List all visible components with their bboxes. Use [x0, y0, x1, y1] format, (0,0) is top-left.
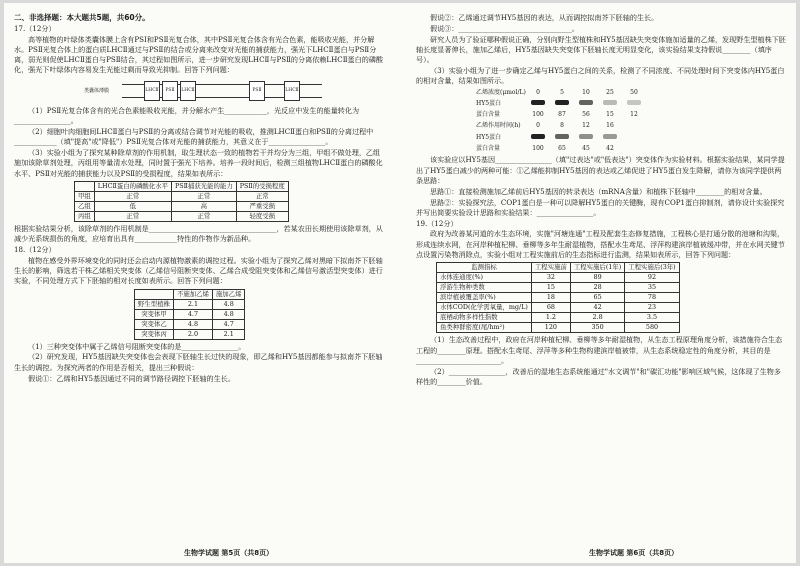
table-cell: 4.8	[212, 309, 245, 319]
table-header: 工程实施前	[531, 263, 570, 273]
q18-part3b: 该实验应以HY5基因________________（填"过表达"或"低表达"）突变体作为实验材料。根据实验结果，某同学提出了HY5蛋白减少的两种可能：①乙烯能抑制HY5基因的表达或乙烯促进了HY5蛋白发生降解，请你为该同学提供两条思路：	[416, 155, 785, 185]
table-header: PSⅡ捕获光能的能力	[171, 181, 236, 191]
blot-band	[555, 100, 569, 105]
table-cell: 32	[531, 273, 570, 283]
q18-heading: 18.（12分）	[14, 244, 56, 254]
wb-amount: 12	[630, 111, 638, 119]
wb-lane-label: 25	[606, 88, 614, 96]
table-row	[437, 303, 680, 313]
q19-part2: （2）________________，改善后的湿地生态系统能通过"水文调节"和"碳汇功能"影响区域气候，这体现了生物多样性的________价值。	[416, 366, 781, 387]
q18-intro: 植物在感受外界环境变化的同时还会启动内源植物激素的调控过程。实验小组为了探究乙烯对黑暗下拟南芥下胚轴生长的影响，筛选若干株乙烯相关突变体（乙烯信号阻断突变体、乙烯合成受阻突变体和乙烯信号激活型突变体）进行实验，不同处理方式下下胚轴的相对长度如表所示。回答下列问题：	[14, 255, 383, 286]
table-row	[437, 323, 680, 333]
q18-experiment: 研究人员为了验证哪种假说正确，分别向野生型植株和HY5基因缺失突变体施加适量的乙烯，发现野生型植株下胚轴长度显著伸长，施加乙烯后，HY5基因缺失突变体下胚轴长度无明显变化，该实验结果支持假说________（填序号）。	[416, 34, 786, 65]
table-cell: 4.7	[173, 309, 212, 319]
table-cell: 严重受损	[236, 201, 288, 211]
table-cell: 正常	[171, 211, 236, 221]
table-header	[135, 289, 174, 299]
protein-box: LHCⅡ	[144, 81, 160, 101]
table-cell: 水体COD(化学需氧量，mg/L)	[437, 303, 532, 313]
q19-heading: 19.（12分）	[416, 218, 458, 228]
table-cell: 2.8	[570, 313, 624, 323]
table-row	[135, 319, 245, 329]
q17-heading: 17.（12分）	[14, 23, 56, 33]
wb-amount: 42	[606, 145, 614, 153]
table-cell: 18	[531, 293, 570, 303]
table-header: 工程实施后(1年)	[570, 263, 624, 273]
table-header: 工程实施后(3年)	[625, 263, 679, 273]
table-row	[75, 191, 289, 201]
blot-band	[603, 134, 617, 139]
protein-box: LHCⅡ	[180, 81, 196, 101]
wb-lane-label: 0	[536, 122, 540, 130]
thylakoid-diagram	[84, 78, 386, 104]
wb-lane-label: 0	[536, 88, 540, 96]
table-cell: 突变体乙	[135, 319, 174, 329]
q17-part2: （2）细胞叶肉细胞间LHCⅡ蛋白与PSⅡ的分离或结合调节对光能的吸收，推测LHCⅡ蛋白和PSⅡ的分离过程中____________（填"提高"或"降低"）PSⅡ光复合体对光能的捕获能力，其意义在于________________。	[14, 126, 374, 147]
blot-band	[627, 100, 641, 105]
wb-lane-label: 5	[560, 88, 564, 96]
q18-hypothesis1: 假说①：乙烯和HY5基因通过不同的调节路径调控下胚轴的生长。	[28, 373, 235, 383]
table-cell: 高	[171, 201, 236, 211]
blot-band	[531, 100, 545, 105]
table-cell: 底栖动物多样性指数	[437, 313, 532, 323]
table-cell: 野生型植株	[135, 299, 174, 309]
table-header: 监测指标	[437, 263, 532, 273]
wb-axis-label: 乙烯浓度(μmol/L)	[476, 88, 526, 96]
table-cell: 正常	[236, 191, 288, 201]
table-cell: 42	[570, 303, 624, 313]
table-cell: 突变体甲	[135, 309, 174, 319]
blot-band	[579, 134, 593, 139]
wb-amount: 15	[606, 111, 614, 119]
table-row	[437, 273, 680, 283]
section-title: 二、非选择题：本大题共5题，共60分。	[14, 13, 150, 22]
table-cell: 乙组	[75, 201, 95, 211]
wb-axis-label: 乙烯作用时间(h)	[476, 122, 521, 130]
blot-band	[603, 100, 617, 105]
western-blot-time	[416, 121, 788, 154]
table-cell: 丙组	[75, 211, 95, 221]
table-row	[135, 299, 245, 309]
table-cell: 580	[625, 323, 679, 333]
table-row	[135, 309, 245, 319]
table-cell: 92	[625, 273, 679, 283]
q18-idea1: 思路①：直接检测施加乙烯前后HY5基因的转录表达（mRNA含量）和植株下胚轴中________的相对含量。	[430, 186, 767, 196]
table-cell: 23	[625, 303, 679, 313]
diagram-label: 类囊体薄膜	[84, 87, 110, 94]
table-cell: 78	[625, 293, 679, 303]
q18-hypothesis2: 假说②：乙烯通过调节HY5基因的表达，从而调控拟南芥下胚轴的生长。	[430, 13, 659, 22]
wb-amount: 87	[558, 111, 566, 119]
q18-part1: （1）三种突变体中属于乙烯信号阻断突变体的是________________。	[28, 341, 246, 351]
wb-amount-label: 蛋白含量	[476, 111, 501, 119]
q17-part3b: 根据实验结果分析，该除草剂的作用机制是____________________________________，若某农田长期使用该除草剂，从减少光系统损伤的角度，应培育出具有____________特性的作物作为新品种。	[14, 223, 383, 244]
q18-idea2: 思路②：实验探究法，COP1蛋白是一种可以降解HY5蛋白的关键酶，现有COP1蛋白抑制剂，请你设计实验探究并写出简要实验设计思路和实验结果：________________。	[416, 197, 785, 217]
q19-intro: 政府为改善某河道的水生态环境，实施"河塘连通"工程及配套生态修复措施，工程核心是打通分散的池塘和沟渠，形成连续水网，在河岸种植杞柳、垂柳等多年生耐湿植物，搭配水生鸢尾、浮萍构建滨岸植被缓冲带，并在水网关键节点设置污染物消除点，实验小组对工程实施前后的生态指标进行监测，结果如表所示，回答下列问题：	[416, 229, 785, 260]
table-header: 施加乙烯	[212, 289, 245, 299]
page-footer-right: 生物学试题 第6页（共8页）	[589, 549, 679, 557]
wb-amount: 56	[582, 111, 590, 119]
table-cell: 89	[570, 273, 624, 283]
table-cell: 4.7	[212, 319, 245, 329]
table-row	[437, 313, 680, 323]
table-row	[437, 293, 680, 303]
wb-lane-label: 8	[560, 122, 564, 130]
table-cell: 鱼类种群密度(尾/hm²)	[437, 323, 532, 333]
table-cell: 浮游生物种类数	[437, 283, 532, 293]
wb-lane-label: 10	[582, 88, 590, 96]
blot-band	[555, 134, 569, 139]
wb-amount: 100	[532, 111, 544, 119]
exam-sheet	[4, 3, 796, 563]
table-cell: 15	[531, 283, 570, 293]
wb-band-label: HY5蛋白	[476, 99, 502, 107]
q18-hypothesis3: 假说③：________________________________。	[430, 23, 579, 33]
western-blot-concentration	[416, 88, 788, 121]
table-cell: 正常	[94, 211, 171, 221]
q18-part2: （2）研究发现，HY5基因缺失突变体也会表现下胚轴生长过快的现象，即乙烯和HY5基因都能参与拟南芥下胚轴生长的调控。为探究两者的作用是否相关，提出三种假说：	[14, 352, 383, 372]
q17-part3: （3）实验小组为了探究某种除草剂的作用机制，取生理状态一致的植物若干并均分为三组，甲组不做处理，乙组施加该除草剂处理，丙组用等量清水处理，同时置于强光下培养。培养一段时间后，检测三组植物LHCⅡ蛋白的磷酸化水平、PSⅡ对光能的捕获能力以及PSⅡ的受损程度，结果如表所示：	[14, 147, 383, 178]
protein-box: LHCⅡ	[284, 81, 300, 101]
table-cell: 2.0	[173, 329, 212, 339]
table-cell: 滨岸植被覆盖率(%)	[437, 293, 532, 303]
table-row	[75, 211, 289, 221]
wb-lane-label: 12	[582, 122, 590, 130]
table-cell: 正常	[171, 191, 236, 201]
q17-part1: （1）PSⅡ光复合体含有的光合色素能吸收光能，并分解水产生____________，光反应中发生的能量转化为________________。	[14, 105, 360, 126]
protein-box: PSⅡ	[249, 81, 265, 101]
table-cell: 4.8	[173, 319, 212, 329]
table-cell: 3.5	[625, 313, 679, 323]
wb-amount: 100	[532, 145, 544, 153]
right-column	[416, 13, 788, 388]
q19-part1: （1）生态改善过程中，政府在河岸种植杞柳、垂柳等多年耐湿植物，从生态工程原理角度分析，该措施符合生态工程的________原理。搭配水生鸢尾、浮萍等多种生物构建滨岸植被带，从生态系统稳定性的角度分析，其目的是________________________。	[416, 335, 783, 365]
wb-lane-label: 50	[630, 88, 638, 96]
table-herbicide	[74, 181, 289, 222]
table-cell: 1.2	[531, 313, 570, 323]
table-cell: 120	[531, 323, 570, 333]
table-header: LHCⅡ蛋白的磷酸化水平	[94, 181, 171, 191]
wb-amount-label: 蛋白含量	[476, 145, 501, 153]
table-cell: 甲组	[75, 191, 95, 201]
wb-amount: 65	[558, 145, 566, 153]
blot-band	[531, 134, 545, 139]
table-cell: 4.8	[212, 299, 245, 309]
table-ecology	[436, 262, 680, 333]
table-cell: 350	[570, 323, 624, 333]
q17-intro: 高等植物的叶绿体类囊体膜上含有PSⅠ和PSⅡ光复合体，其中PSⅡ光复合体含有光合色素，能吸收光能，并分解水。PSⅡ光复合体上的蛋白质LHCⅡ通过与PSⅡ的结合或分离来改变对光能的捕获能力，强光下LHCⅡ蛋白与PSⅡ分离，弱光则促使LHCⅡ蛋白与PSⅡ结合，其过程如图所示，进一步研究发现LHCⅡ与PSⅡ的分离依赖LHCⅡ蛋白的磷酸化，强光下叶绿体内容易发生光能过剩而导致光抑制。回答下列问题：	[14, 34, 384, 75]
table-row	[75, 201, 289, 211]
table-row	[437, 283, 680, 293]
table-cell: 突变体丙	[135, 329, 174, 339]
table-cell: 68	[531, 303, 570, 313]
wb-amount: 45	[582, 145, 590, 153]
table-cell: 35	[625, 283, 679, 293]
table-header: 不施加乙烯	[173, 289, 212, 299]
wb-band-label: HY5蛋白	[476, 133, 502, 141]
table-cell: 2.1	[212, 329, 245, 339]
table-cell: 低	[94, 201, 171, 211]
wb-lane-label: 16	[606, 122, 614, 130]
protein-box: PSⅡ	[162, 81, 178, 101]
table-cell: 65	[570, 293, 624, 303]
table-ethylene	[134, 289, 245, 340]
table-cell: 正常	[94, 191, 171, 201]
table-cell: 28	[570, 283, 624, 293]
left-column	[14, 13, 386, 384]
q18-part3: （3）实验小组为了进一步确定乙烯与HY5蛋白之间的关系，检测了不同浓度、不同处理时间下突变体内HY5蛋白的相对含量，结果如图所示。	[416, 65, 785, 86]
table-cell: 水体连通度(%)	[437, 273, 532, 283]
table-header	[75, 181, 95, 191]
blot-band	[579, 100, 593, 105]
table-cell: 轻度受损	[236, 211, 288, 221]
page-footer-left: 生物学试题 第5页（共8页）	[184, 549, 274, 557]
table-header: PSⅡ的受损程度	[236, 181, 288, 191]
table-cell: 2.1	[173, 299, 212, 309]
table-row	[135, 329, 245, 339]
